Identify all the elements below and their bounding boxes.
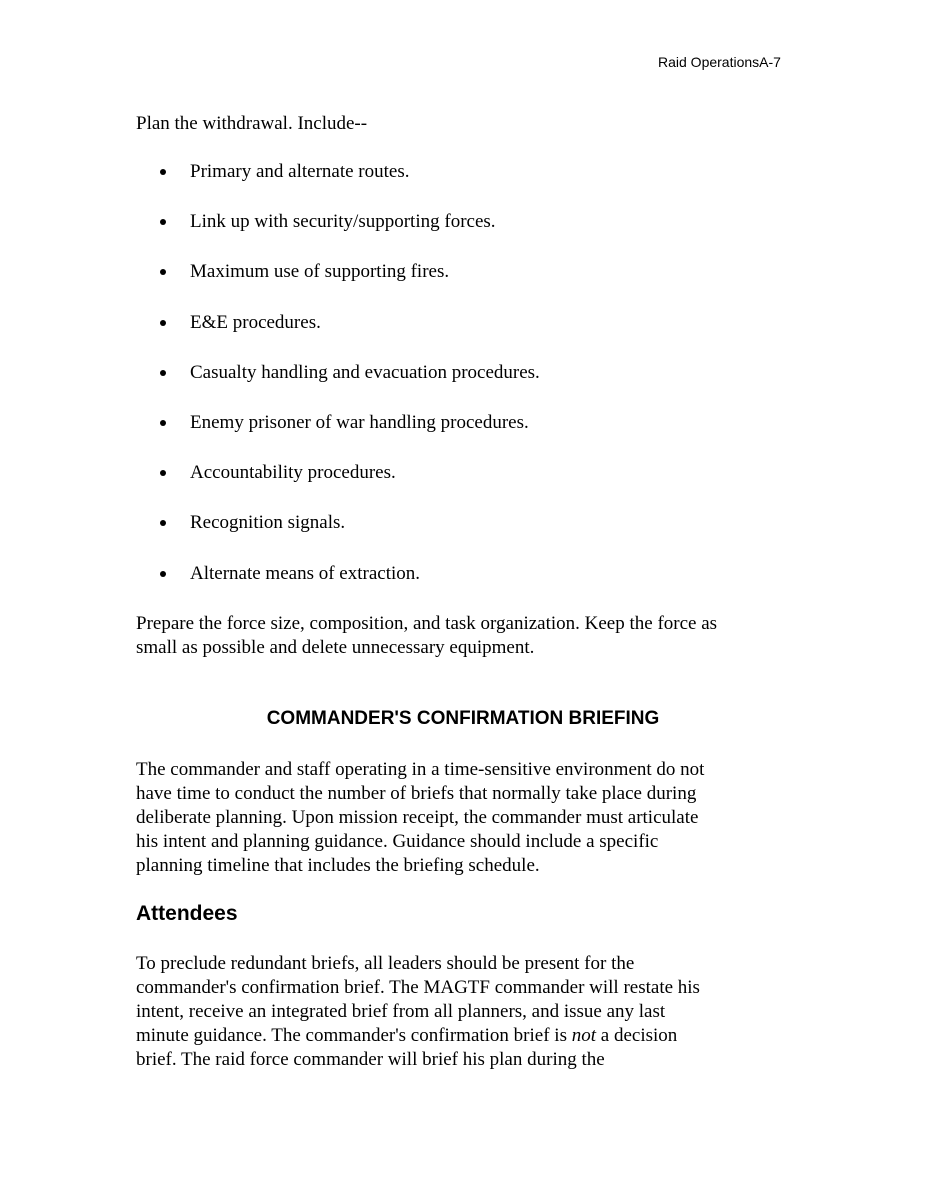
briefing-paragraph — [136, 758, 816, 878]
list-item-text: Alternate means of extraction. — [190, 562, 421, 584]
list-item — [136, 210, 540, 260]
attendees-paragraph — [136, 952, 816, 1072]
list-item — [136, 511, 540, 561]
paragraph-line: The commander and staff operating in a time-sensitive environment do not — [136, 759, 705, 780]
list-item — [136, 160, 540, 210]
paragraph-line: Prepare the force size, composition, and task organization. Keep the force as — [136, 613, 718, 634]
paragraph-line: commander's confirmation brief. The MAGTF commander will restate his — [136, 977, 700, 998]
line-text: a decision — [596, 1025, 678, 1046]
paragraph-line: planning timeline that includes the briefing schedule. — [136, 855, 540, 876]
bullet-icon — [160, 320, 166, 326]
list-item-text: Accountability procedures. — [190, 462, 396, 484]
list-item — [136, 411, 540, 461]
list-item-text: Enemy prisoner of war handling procedures. — [190, 411, 529, 433]
bullet-icon — [160, 169, 166, 175]
list-item — [136, 461, 540, 511]
section-title: COMMANDER'S CONFIRMATION BRIEFING — [266, 708, 660, 729]
list-item — [136, 562, 540, 612]
list-item-text: Maximum use of supporting fires. — [190, 261, 450, 283]
list-item — [136, 311, 540, 361]
list-item-text: Link up with security/supporting forces. — [190, 211, 496, 233]
withdrawal-intro: Plan the withdrawal. Include-- — [136, 113, 368, 134]
bullet-icon — [160, 370, 166, 376]
list-item-text: Primary and alternate routes. — [190, 161, 410, 182]
list-item-text: E&E procedures. — [190, 311, 321, 333]
paragraph-line: deliberate planning. Upon mission receipt, the commander must articulate — [136, 807, 699, 828]
list-item — [136, 361, 540, 411]
attendees-heading: Attendees — [136, 902, 238, 925]
emphasis-text: not — [571, 1025, 597, 1046]
list-item-text: Casualty handling and evacuation procedures. — [190, 361, 540, 383]
list-item — [136, 260, 540, 310]
paragraph-line: intent, receive an integrated brief from all planners, and issue any last — [136, 1001, 666, 1022]
withdrawal-bullet-list — [136, 160, 540, 612]
bullet-icon — [160, 520, 166, 526]
bullet-icon — [160, 219, 166, 225]
paragraph-line: his intent and planning guidance. Guidance should include a specific — [136, 831, 659, 852]
paragraph-line: brief. The raid force commander will brief his plan during the — [136, 1049, 605, 1070]
bullet-icon — [160, 470, 166, 476]
running-header: Raid OperationsA-7 — [658, 54, 781, 70]
bullet-icon — [160, 420, 166, 426]
list-item-text: Recognition signals. — [190, 512, 346, 534]
bullet-icon — [160, 269, 166, 275]
line-text: minute guidance. The commander's confirmation brief is — [136, 1025, 572, 1046]
bullet-icon — [160, 571, 166, 577]
paragraph-line: have time to conduct the number of briefs that normally take place during — [136, 783, 697, 804]
force-paragraph — [136, 612, 816, 660]
paragraph-line: To preclude redundant briefs, all leaders should be present for the — [136, 953, 635, 974]
paragraph-line — [136, 1024, 816, 1048]
paragraph-line: small as possible and delete unnecessary equipment. — [136, 637, 535, 658]
